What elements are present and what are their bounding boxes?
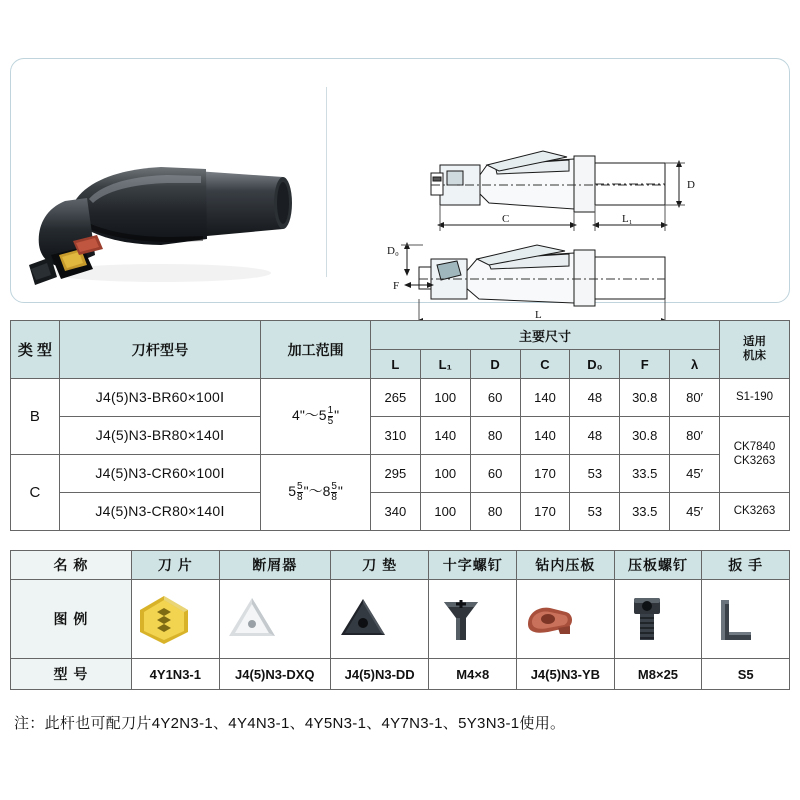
svg-text:D₀: D₀ xyxy=(387,245,399,257)
parts-col-name-2: 刀 垫 xyxy=(330,551,429,580)
parts-col-name-1: 断屑器 xyxy=(219,551,330,580)
cell-model-4: J4(5)N3-CR80×140Ⅰ xyxy=(59,493,260,531)
header-machine xyxy=(720,321,790,379)
tool-dimension-drawings xyxy=(327,59,790,321)
svg-text:L: L xyxy=(535,309,542,321)
cell-L-3: 295 xyxy=(370,455,420,493)
header-dim-F: F xyxy=(620,350,670,379)
cell-model-1: J4(5)N3-BR60×100Ⅰ xyxy=(59,379,260,417)
parts-header-name: 名 称 xyxy=(11,551,132,580)
part-model-0: 4Y1N3-1 xyxy=(132,659,220,690)
table-header-row xyxy=(11,321,790,350)
header-main-dims: 主要尺寸 xyxy=(370,321,719,350)
cell-machine-2: CK7840 CK3263 xyxy=(720,417,790,493)
svg-text:C: C xyxy=(502,213,510,225)
header-type: 类 型 xyxy=(11,321,60,379)
cell-range-C: 5 $\frac{5}{8}$ "～8 $\frac{5}{8}$ " xyxy=(261,455,371,531)
footnote: 注：此杆也可配刀片4Y2N3-1、4Y4N3-1、4Y5N3-1、4Y7N3-1、5Y3N3-1使用。 xyxy=(14,715,566,732)
parts-row-label-legend: 图 例 xyxy=(11,580,132,659)
cell-D0-4: 53 xyxy=(570,493,620,531)
header-dim-L1: L₁ xyxy=(420,350,470,379)
cell-L1-3: 100 xyxy=(420,455,470,493)
cell-D-1: 60 xyxy=(470,379,520,417)
parts-col-name-5: 压板螺钉 xyxy=(614,551,702,580)
header-dim-D0: D₀ xyxy=(570,350,620,379)
cell-D-4: 80 xyxy=(470,493,520,531)
cell-type-B: B xyxy=(11,379,60,455)
parts-legend-row xyxy=(11,580,790,659)
svg-text:F: F xyxy=(393,280,400,292)
header-dim-lambda: λ xyxy=(670,350,720,379)
header-machine-line1: 适用 xyxy=(743,336,767,349)
parts-col-name-3: 十字螺钉 xyxy=(429,551,517,580)
header-model: 刀杆型号 xyxy=(59,321,260,379)
cell-D-2: 80 xyxy=(470,417,520,455)
cell-D-3: 60 xyxy=(470,455,520,493)
cell-model-2: J4(5)N3-BR80×140Ⅰ xyxy=(59,417,260,455)
illustration-panel xyxy=(10,58,790,321)
parts-row-label-model: 型 号 xyxy=(11,659,132,690)
table-row xyxy=(11,379,790,417)
cell-lambda-2: 80′ xyxy=(670,417,720,455)
cell-F-2: 30.8 xyxy=(620,417,670,455)
cell-model-3: J4(5)N3-CR60×100Ⅰ xyxy=(59,455,260,493)
part-image-cross-screw xyxy=(429,580,517,659)
cell-F-3: 33.5 xyxy=(620,455,670,493)
cell-L-2: 310 xyxy=(370,417,420,455)
part-image-wrench xyxy=(702,580,790,659)
part-model-6: S5 xyxy=(702,659,790,690)
part-image-shim xyxy=(330,580,429,659)
parts-col-name-4: 钻内压板 xyxy=(517,551,615,580)
parts-col-name-6: 扳 手 xyxy=(702,551,790,580)
parts-col-name-0: 刀 片 xyxy=(132,551,220,580)
parts-model-row xyxy=(11,659,790,690)
svg-text:L₁: L₁ xyxy=(622,213,633,225)
part-image-insert xyxy=(132,580,220,659)
cell-machine-4: CK3263 xyxy=(720,493,790,531)
part-model-5: M8×25 xyxy=(614,659,702,690)
part-model-3: M4×8 xyxy=(429,659,517,690)
cell-lambda-1: 80′ xyxy=(670,379,720,417)
cell-type-C: C xyxy=(11,455,60,531)
header-dim-C: C xyxy=(520,350,570,379)
cell-C-3: 170 xyxy=(520,455,570,493)
cell-D0-2: 48 xyxy=(570,417,620,455)
part-model-4: J4(5)N3-YB xyxy=(517,659,615,690)
cell-L1-4: 100 xyxy=(420,493,470,531)
part-model-2: J4(5)N3-DD xyxy=(330,659,429,690)
cell-C-1: 140 xyxy=(520,379,570,417)
cell-L-4: 340 xyxy=(370,493,420,531)
cell-machine-1: S1-190 xyxy=(720,379,790,417)
table-row xyxy=(11,417,790,455)
cell-L1-1: 100 xyxy=(420,379,470,417)
table-row xyxy=(11,493,790,531)
part-image-clamp xyxy=(517,580,615,659)
cell-L1-2: 140 xyxy=(420,417,470,455)
cell-C-4: 170 xyxy=(520,493,570,531)
cell-F-1: 30.8 xyxy=(620,379,670,417)
cell-lambda-4: 45′ xyxy=(670,493,720,531)
svg-text:D: D xyxy=(687,179,695,191)
header-dim-D: D xyxy=(470,350,520,379)
cell-D0-3: 53 xyxy=(570,455,620,493)
cell-range-B: 4"～5 $\frac{1}{5}$ " xyxy=(261,379,371,455)
cell-C-2: 140 xyxy=(520,417,570,455)
parts-header-row xyxy=(11,551,790,580)
fraction-1-5: $\frac{1}{5}$ xyxy=(327,404,334,428)
fraction-5-8-a: $\frac{5}{8}$ xyxy=(297,480,303,504)
part-model-1: J4(5)N3-DXQ xyxy=(219,659,330,690)
part-image-cap-screw xyxy=(614,580,702,659)
cell-D0-1: 48 xyxy=(570,379,620,417)
header-machine-line2: 机床 xyxy=(743,349,767,362)
cell-lambda-3: 45′ xyxy=(670,455,720,493)
fraction-5-8-b: $\frac{5}{8}$ xyxy=(331,480,337,504)
specification-table xyxy=(10,320,790,531)
tool-photo-3d xyxy=(11,59,326,302)
part-image-chipbreaker xyxy=(219,580,330,659)
header-dim-L: L xyxy=(370,350,420,379)
header-range: 加工范围 xyxy=(261,321,371,379)
parts-table xyxy=(10,550,790,690)
cell-F-4: 33.5 xyxy=(620,493,670,531)
cell-L-1: 265 xyxy=(370,379,420,417)
table-row xyxy=(11,455,790,493)
